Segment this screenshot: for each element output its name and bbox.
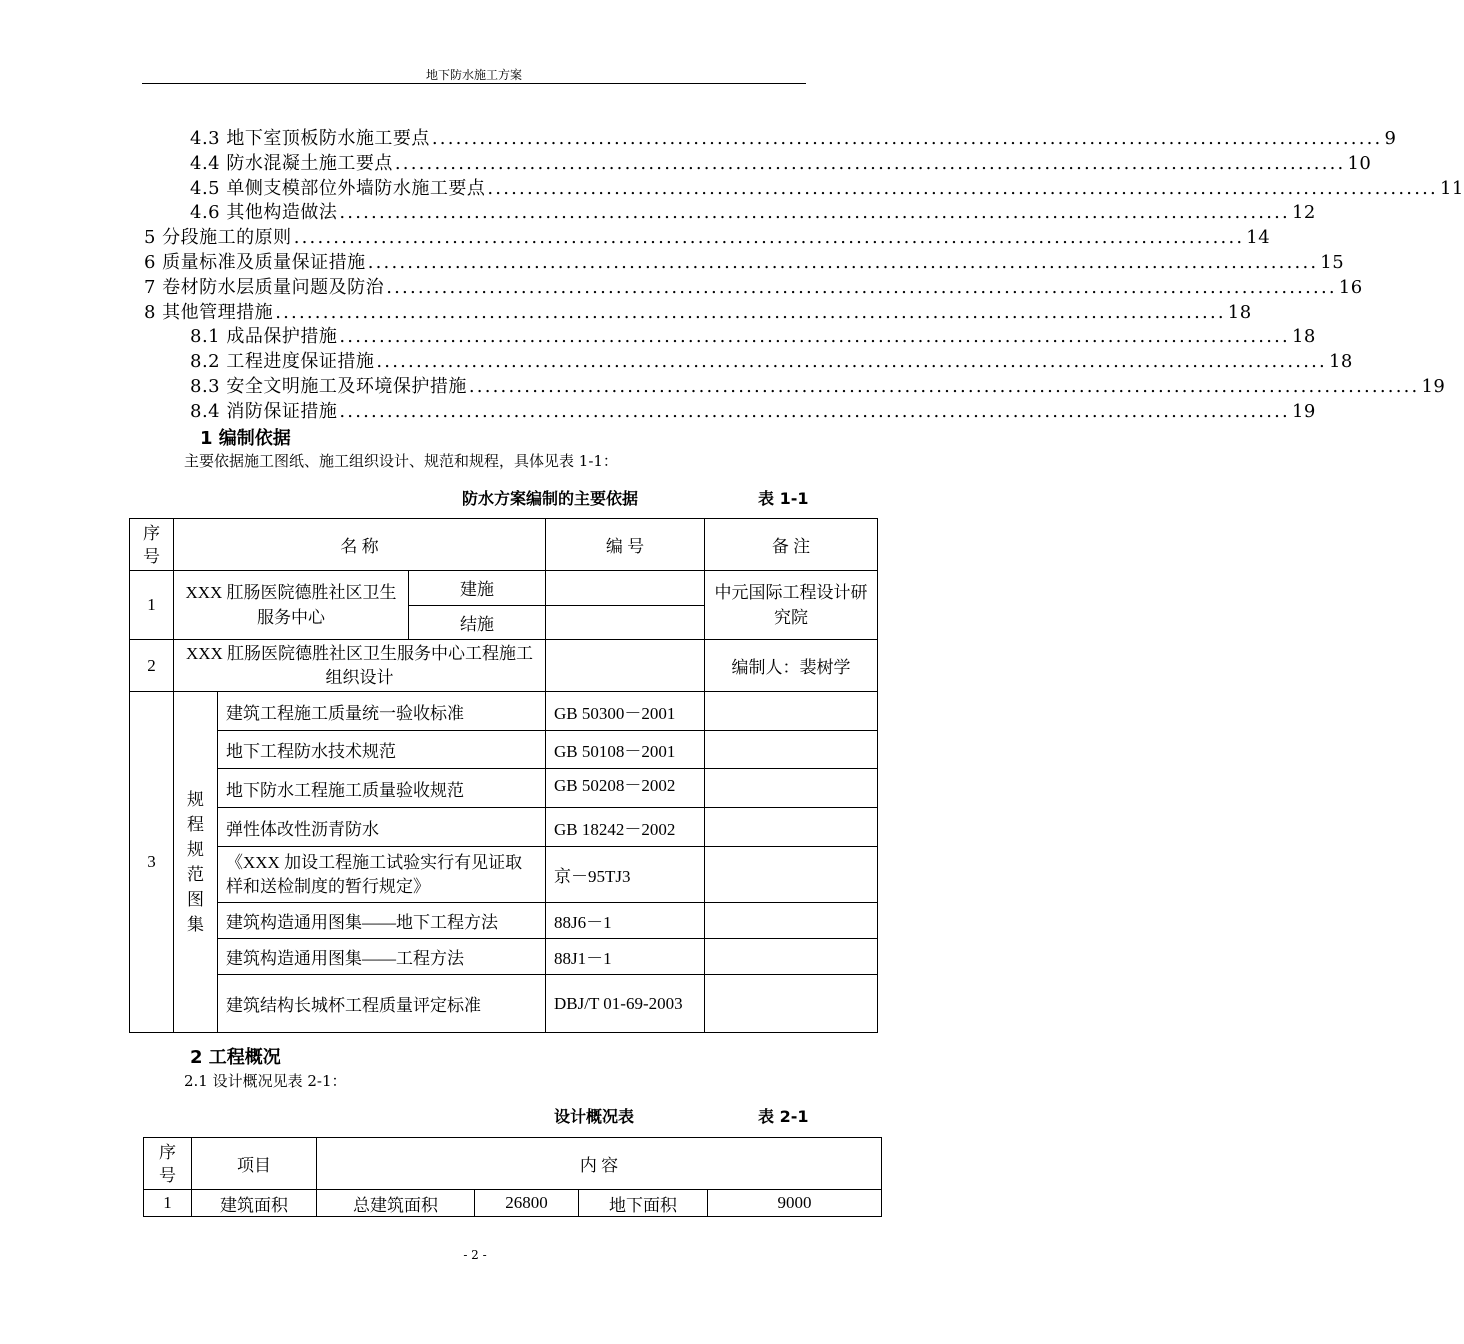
toc-entry-title: 8.1 成品保护措施 [190,326,338,348]
spec-code-7: DBJ/T 01-69-2003 [546,975,705,1033]
toc-entry [144,372,1446,397]
spec-code-6: 88J1－1 [546,939,705,975]
toc-leader-dots: ........................................................................................................................ [431,128,1383,149]
toc-entry [144,397,1316,422]
toc-entry-page: 16 [1338,276,1363,298]
toc-leader-dots: ........................................................................................................................ [394,152,1346,174]
t2-row1-seq: 1 [144,1190,192,1217]
toc-entry-title: 6 质量标准及质量保证措施 [144,251,366,273]
t2-row1-k2: 地下面积 [579,1190,708,1217]
spec-name-0: 建筑工程施工质量统一验收标准 [218,692,546,731]
toc-entry [144,248,1345,273]
toc-entry-title: 4.5 单侧支模部位外墙防水施工要点 [190,177,486,199]
toc-leader-dots: ........................................................................................................................ [339,326,1290,348]
row2-seq: 2 [130,640,174,692]
table2-caption: 设计概况表 [554,1107,635,1126]
spec-note-3 [705,808,878,847]
section1-heading: 1 编制依据 [200,428,291,449]
toc-entry-page: 18 [1227,301,1252,323]
spec-note-5 [705,903,878,939]
spec-code-1: GB 50108－2001 [546,731,705,769]
toc-entry-title: 8 其他管理措施 [144,301,274,323]
toc-entry-title: 7 卷材防水层质量问题及防治 [144,276,385,298]
row3-group: 规程规范图集 [174,692,218,1033]
toc-leader-dots: ........................................................................................................................ [339,400,1290,422]
toc-entry-page: 12 [1291,202,1316,224]
toc-leader-dots: ........................................................................................................................ [293,227,1245,249]
toc-entry [144,322,1316,348]
basis-table [129,518,878,1033]
row2-name: XXX 肛肠医院德胜社区卫生服务中心工程施工组织设计 [174,640,546,692]
row2-code [546,640,705,692]
header-name: 名 称 [174,519,546,571]
table1-caption: 防水方案编制的主要依据 [462,489,639,508]
toc-entry-title: 4.6 其他构造做法 [190,202,338,224]
spec-name-1: 地下工程防水技术规范 [218,731,546,769]
page-header: 地下防水施工方案 [425,68,522,82]
header-code: 编 号 [546,519,705,571]
spec-code-0: GB 50300－2001 [546,692,705,731]
spec-note-2 [705,769,878,808]
toc-entry [144,273,1363,298]
row1-sub1: 建施 [409,571,545,606]
spec-code-5: 88J6－1 [546,903,705,939]
spec-name-5: 建筑构造通用图集——地下工程方法 [218,903,546,939]
row1-name-cell [174,571,546,640]
t2-header-item: 项目 [192,1138,317,1190]
row3-seq: 3 [130,692,174,1033]
spec-name-2: 地下防水工程施工质量验收规范 [218,769,546,808]
row1-code-2 [546,605,705,640]
spec-code-4: 京－95TJ3 [546,847,705,903]
t2-header-seq: 序号 [144,1138,192,1190]
toc-leader-dots: ........................................................................................................................ [468,375,1420,397]
section2-heading: 2 工程概况 [190,1047,281,1068]
toc-leader-dots: ........................................................................................................................ [339,202,1290,224]
t2-header-content: 内 容 [317,1138,882,1190]
toc-entry [144,174,1464,199]
spec-note-4 [705,847,878,903]
toc-entry [144,198,1316,224]
header-note: 备 注 [705,519,878,571]
spec-note-7 [705,975,878,1033]
spec-code-2: GB 50208－2002 [546,769,705,808]
spec-name-4: 《XXX 加设工程施工试验实行有见证取样和送检制度的暂行规定》 [218,847,546,903]
spec-note-0 [705,692,878,731]
row1-note: 中元国际工程设计研究院 [705,571,878,640]
header-rule [142,83,806,84]
toc-entry [144,223,1271,249]
spec-name-6: 建筑构造通用图集——工程方法 [218,939,546,975]
row1-name: XXX 肛肠医院德胜社区卫生服务中心 [174,571,409,639]
toc-entry-title: 8.3 安全文明施工及环境保护措施 [190,375,467,397]
toc-entry-page: 18 [1291,326,1316,348]
toc-entry-page: 14 [1246,227,1271,249]
row1-seq: 1 [130,571,174,640]
toc-entry [144,298,1252,323]
spec-name-3: 弹性体改性沥青防水 [218,808,546,847]
toc-leader-dots: ........................................................................................................................ [386,276,1337,298]
row1-code-1 [546,571,705,606]
toc-leader-dots: ........................................................................................................................ [367,251,1319,273]
toc-entry-title: 8.2 工程进度保证措施 [190,351,375,373]
toc-entry [144,149,1372,174]
section1-intro: 主要依据施工图纸、施工组织设计、规范和规程，具体见表 1-1： [184,452,618,470]
toc-leader-dots: ........................................................................................................................ [275,301,1226,323]
toc-entry [144,347,1353,373]
row2-note: 编制人：裴树学 [705,640,878,692]
t2-row1-v1: 26800 [475,1190,579,1217]
toc-entry-title: 4.3 地下室顶板防水施工要点 [190,128,430,149]
toc-entry-title: 5 分段施工的原则 [144,227,292,249]
table1-number: 表 1-1 [758,489,809,508]
toc-entry-page: 9 [1384,128,1397,149]
toc-entry-page: 11 [1439,177,1464,199]
toc-entry-page: 18 [1328,351,1353,373]
toc-entry-page: 19 [1421,375,1446,397]
toc-entry-page: 10 [1347,152,1372,174]
toc-entry-title: 8.4 消防保证措施 [190,400,338,422]
toc-entry-page: 15 [1320,251,1345,273]
spec-note-6 [705,939,878,975]
toc-leader-dots: ........................................................................................................................ [487,177,1438,199]
t2-row1-k1: 总建筑面积 [317,1190,475,1217]
toc-entry-page: 19 [1291,400,1316,422]
table2-number: 表 2-1 [758,1107,809,1126]
t2-row1-v2: 9000 [708,1190,882,1217]
spec-note-1 [705,731,878,769]
page-number: - 2 - [463,1248,487,1262]
spec-name-7: 建筑结构长城杯工程质量评定标准 [218,975,546,1033]
table-of-contents [144,124,1464,422]
toc-entry-title: 4.4 防水混凝土施工要点 [190,152,393,174]
toc-entry [144,124,1397,149]
row1-sub2: 结施 [460,614,494,634]
section2-intro: 2.1 设计概况见表 2-1： [184,1072,347,1090]
toc-leader-dots: ........................................................................................................................ [376,351,1327,373]
t2-row1-item: 建筑面积 [192,1190,317,1217]
header-seq: 序号 [130,519,174,571]
design-overview-table [143,1137,882,1217]
spec-code-3: GB 18242－2002 [546,808,705,847]
